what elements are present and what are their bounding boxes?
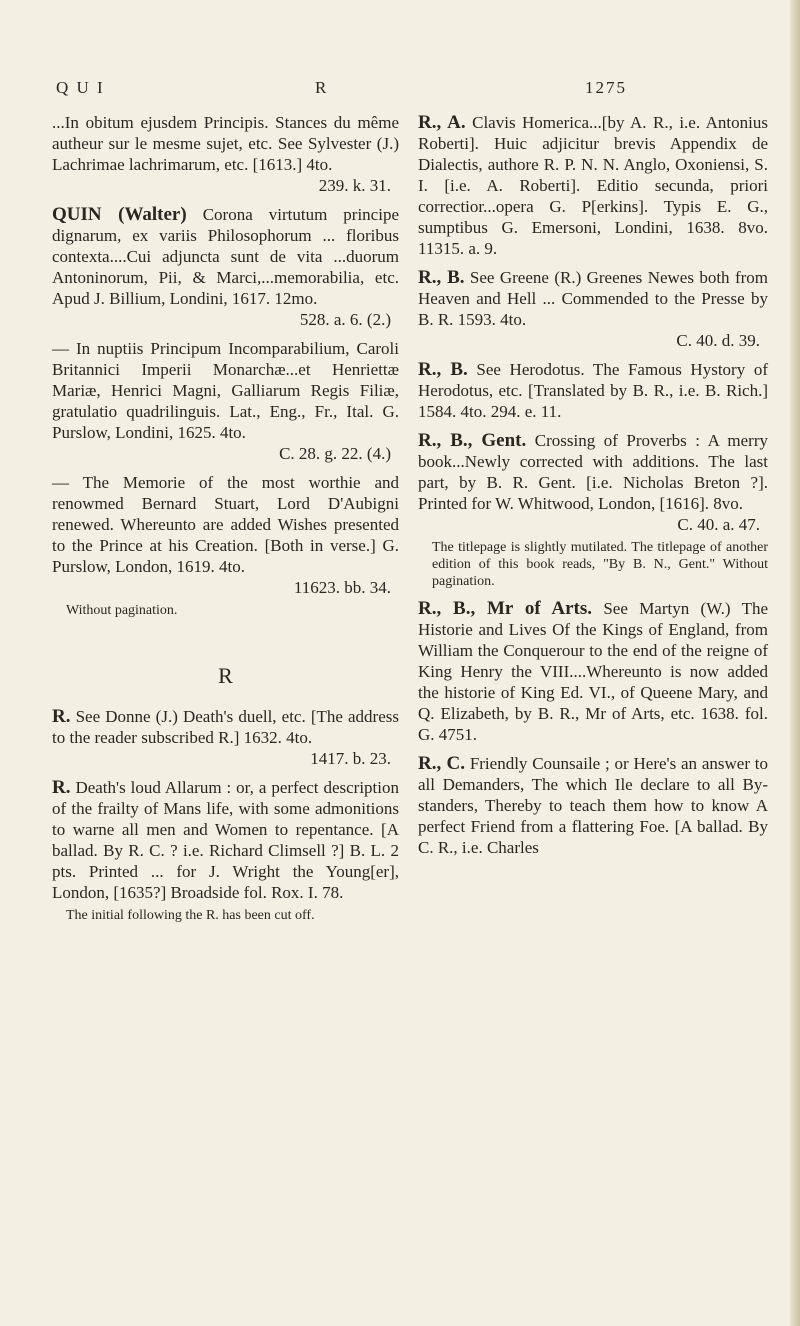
header-page-number: 1275 bbox=[585, 78, 627, 97]
running-header bbox=[40, 78, 770, 104]
entry-text: Corona virtutum principe dignarum, ex variis Philosophorum ... floribus contexta....Cui adjuncta sunt de vita ...duorum Antoninorum, Pii, & Marci,...memorabilia, etc. Apud J. Billium, Londini, 1617. 12mo. bbox=[52, 205, 399, 308]
entry-text: ...In obitum ejusdem Principis. Stances du même autheur sur le mesme sujet, etc. See Sylvester (J.) Lachrimae lachrimarum, etc. [1613.] 4to. bbox=[52, 113, 399, 174]
entry-heading: R. bbox=[52, 777, 71, 798]
entry-text: Crossing of Proverbs : A merry book...Newly corrected with additions. The last part, by B. R. Gent. [i.e. Nicholas Breton ?]. Printed for W. Whitwood, London, [1616]. 8vo. bbox=[418, 431, 768, 513]
entry-note: The titlepage is slightly mutilated. The titlepage of another edition of this book reads, "By B. N., Gent." Without pagination. bbox=[432, 540, 768, 589]
header-middle: R bbox=[315, 78, 329, 97]
entry-text: — In nuptiis Principum Incomparabilium, Caroli Britannici Imperii Monarchæ...et Henriettæ Mariæ, Henrici Magni, Galliarum Regis Filiæ, gratulatio quadrilinguis. Lat., Eng., Fr., Ital. G. Purslow, Londini, 1625. 4to. bbox=[52, 339, 399, 442]
catalogue-entry bbox=[52, 204, 399, 330]
shelfmark: C. 28. g. 22. (4.) bbox=[279, 444, 391, 463]
entry-heading: R. bbox=[52, 706, 71, 727]
header-left: Q U I bbox=[56, 78, 105, 97]
catalogue-entry bbox=[418, 598, 768, 745]
catalogue-entry bbox=[418, 753, 768, 858]
shelfmark: 239. k. 31. bbox=[318, 176, 391, 195]
catalogue-entry bbox=[418, 359, 768, 422]
entry-text: Clavis Homerica...[by A. R., i.e. Antonius Roberti]. Huic adjicitur brevis Appendix de Dialectis, authore R. P. N. N. Anglo, Oxoniensi, S. I. [i.e. A. Roberti]. Editio secunda, priori correctior...opera G. P[erkins]. Typis E. G., sumptibus G. Emersoni, Londini, 1638. 8vo. 11315. a. 9. bbox=[418, 113, 768, 258]
entry-text: See Greene (R.) Greenes Newes both from Heaven and Hell ... Commended to the Presse by B. R. 1593. 4to. bbox=[418, 268, 768, 329]
entry-text: See Donne (J.) Death's duell, etc. [The address to the reader subscribed R.] 1632. 4to. bbox=[52, 707, 399, 747]
catalogue-entry bbox=[52, 472, 399, 598]
entry-heading: R., C. bbox=[418, 753, 465, 774]
entry-note: Without pagination. bbox=[66, 603, 178, 618]
catalogue-entry bbox=[418, 430, 768, 535]
shelfmark: 528. a. 6. (2.) bbox=[299, 310, 391, 329]
shelfmark: C. 40. a. 47. bbox=[677, 515, 760, 534]
entry-text: See Martyn (W.) The Historie and Lives Of the Kings of England, from William the Conquerour to the end of the reigne of King Henry the VIII....Whereunto is now added the historie of King Ed. VI., of Queene Mary, and Q. Elizabeth, by B. R., Mr of Arts, etc. 1638. fol. G. 4751. bbox=[418, 599, 769, 744]
entry-text: Friendly Counsaile ; or Here's an answer to all Demanders, The which Ile declare to all By-standers, Thereby to teach them how to know A perfect Friend from a flattering Foe. [A ballad. By C. R., i.e. Charles bbox=[418, 754, 769, 857]
catalogue-entry bbox=[418, 267, 768, 351]
section-letter: R bbox=[218, 663, 233, 688]
left-column bbox=[52, 112, 399, 932]
catalogue-entry bbox=[52, 777, 399, 903]
catalogue-entry bbox=[52, 112, 399, 196]
entry-heading: R., A. bbox=[418, 112, 466, 133]
entry-heading: R., B., Gent. bbox=[418, 430, 527, 451]
entry-text: Death's loud Allarum : or, a perfect description of the frailty of Mans life, with some admonitions to warne all men and Women to repentance. [A ballad. By R. C. ? i.e. Richard Climsell ?] B. L. 2 pts. Printed ... for J. Wright the Young[er], London, [1635?] Broadside fol. Rox. I. 78. bbox=[52, 778, 399, 902]
entry-heading: QUIN (Walter) bbox=[52, 204, 187, 225]
shelfmark: 1417. b. 23. bbox=[310, 749, 391, 768]
entry-heading: R., B. bbox=[418, 267, 465, 288]
entry-text: — The Memorie of the most worthie and renowmed Bernard Stuart, Lord D'Aubigni renewed. Whereunto are added Wishes presented to the Prince at his Creation. [Both in verse.] G. Purslow, London, 1619. 4to. bbox=[52, 473, 399, 576]
shelfmark: 11623. bb. 34. bbox=[293, 578, 391, 597]
catalogue-entry bbox=[418, 112, 768, 259]
entry-heading: R., B. bbox=[418, 359, 468, 380]
catalogue-entry bbox=[52, 706, 399, 769]
entry-text: See Herodotus. The Famous Hystory of Herodotus, etc. [Translated by B. R., i.e. B. Rich.] 1584. 4to. 294. e. 11. bbox=[418, 360, 768, 421]
shelfmark: C. 40. d. 39. bbox=[676, 331, 760, 350]
catalogue-entry bbox=[52, 338, 399, 464]
right-column bbox=[418, 112, 768, 866]
entry-heading: R., B., Mr of Arts. bbox=[418, 598, 593, 619]
entry-note: The initial following the R. has been cut off. bbox=[66, 908, 315, 923]
page-edge bbox=[790, 0, 800, 1326]
